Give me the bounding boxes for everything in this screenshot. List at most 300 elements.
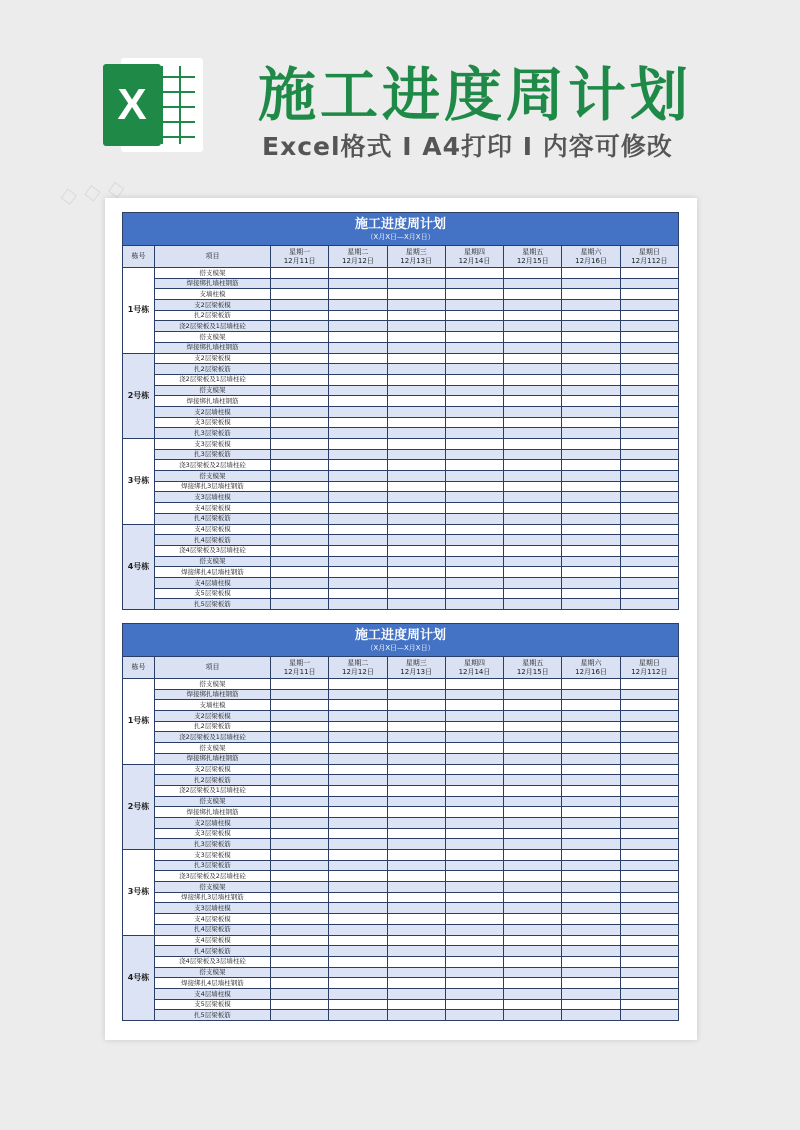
schedule-cell[interactable] [504,481,562,492]
item-cell[interactable]: 扎4层梁板筋 [155,513,271,524]
schedule-cell[interactable] [445,567,503,578]
item-cell[interactable]: 焊接绑扎3层墙柱钢筋 [155,481,271,492]
schedule-cell[interactable] [445,967,503,978]
schedule-cell[interactable] [562,753,620,764]
schedule-cell[interactable] [329,946,387,957]
schedule-cell[interactable] [271,871,329,882]
schedule-cell[interactable] [387,689,445,700]
schedule-cell[interactable] [620,374,678,385]
schedule-cell[interactable] [329,721,387,732]
schedule-cell[interactable] [562,999,620,1010]
schedule-cell[interactable] [329,599,387,610]
schedule-cell[interactable] [387,892,445,903]
schedule-cell[interactable] [504,535,562,546]
schedule-cell[interactable] [329,535,387,546]
schedule-cell[interactable] [387,588,445,599]
schedule-cell[interactable] [562,289,620,300]
item-cell[interactable]: 支3层梁板模 [155,439,271,450]
schedule-cell[interactable] [329,764,387,775]
schedule-cell[interactable] [445,599,503,610]
schedule-cell[interactable] [504,711,562,722]
schedule-cell[interactable] [445,1010,503,1021]
schedule-cell[interactable] [504,513,562,524]
schedule-cell[interactable] [271,396,329,407]
schedule-cell[interactable] [271,310,329,321]
schedule-cell[interactable] [504,807,562,818]
schedule-cell[interactable] [445,700,503,711]
schedule-cell[interactable] [620,342,678,353]
schedule-cell[interactable] [445,353,503,364]
schedule-cell[interactable] [620,492,678,503]
schedule-cell[interactable] [445,321,503,332]
schedule-cell[interactable] [271,999,329,1010]
schedule-cell[interactable] [504,946,562,957]
schedule-cell[interactable] [562,268,620,279]
schedule-cell[interactable] [387,828,445,839]
schedule-cell[interactable] [620,599,678,610]
schedule-cell[interactable] [387,903,445,914]
schedule-cell[interactable] [329,364,387,375]
schedule-cell[interactable] [445,492,503,503]
schedule-cell[interactable] [504,342,562,353]
schedule-cell[interactable] [445,721,503,732]
schedule-cell[interactable] [620,396,678,407]
schedule-cell[interactable] [504,828,562,839]
schedule-cell[interactable] [445,439,503,450]
schedule-cell[interactable] [562,924,620,935]
schedule-cell[interactable] [329,481,387,492]
item-cell[interactable]: 支4层梁板模 [155,524,271,535]
schedule-cell[interactable] [445,588,503,599]
item-cell[interactable]: 浇2层梁板及1层墙柱砼 [155,785,271,796]
schedule-cell[interactable] [562,567,620,578]
schedule-cell[interactable] [504,417,562,428]
schedule-cell[interactable] [445,978,503,989]
schedule-cell[interactable] [504,956,562,967]
schedule-cell[interactable] [620,732,678,743]
schedule-cell[interactable] [329,785,387,796]
schedule-cell[interactable] [504,321,562,332]
schedule-cell[interactable] [271,817,329,828]
schedule-cell[interactable] [504,999,562,1010]
schedule-cell[interactable] [504,743,562,754]
schedule-cell[interactable] [271,700,329,711]
schedule-cell[interactable] [620,828,678,839]
schedule-cell[interactable] [445,743,503,754]
schedule-cell[interactable] [562,439,620,450]
schedule-cell[interactable] [329,289,387,300]
schedule-cell[interactable] [387,914,445,925]
schedule-cell[interactable] [445,278,503,289]
schedule-cell[interactable] [387,353,445,364]
schedule-cell[interactable] [445,850,503,861]
schedule-cell[interactable] [504,353,562,364]
schedule-cell[interactable] [271,342,329,353]
item-cell[interactable]: 支3层梁板模 [155,417,271,428]
schedule-cell[interactable] [329,471,387,482]
schedule-cell[interactable] [271,882,329,893]
schedule-cell[interactable] [620,289,678,300]
schedule-cell[interactable] [271,753,329,764]
schedule-cell[interactable] [329,439,387,450]
schedule-cell[interactable] [387,535,445,546]
schedule-cell[interactable] [445,342,503,353]
schedule-cell[interactable] [271,743,329,754]
schedule-cell[interactable] [387,556,445,567]
schedule-cell[interactable] [387,935,445,946]
schedule-cell[interactable] [329,988,387,999]
schedule-cell[interactable] [387,417,445,428]
schedule-cell[interactable] [329,753,387,764]
schedule-cell[interactable] [329,342,387,353]
schedule-cell[interactable] [562,535,620,546]
schedule-cell[interactable] [329,428,387,439]
schedule-cell[interactable] [387,721,445,732]
schedule-cell[interactable] [271,449,329,460]
schedule-cell[interactable] [562,956,620,967]
schedule-cell[interactable] [562,850,620,861]
schedule-cell[interactable] [445,679,503,690]
item-cell[interactable]: 扎2层梁板筋 [155,775,271,786]
schedule-cell[interactable] [562,946,620,957]
schedule-cell[interactable] [387,342,445,353]
schedule-cell[interactable] [562,353,620,364]
schedule-cell[interactable] [620,300,678,311]
schedule-cell[interactable] [504,332,562,343]
schedule-cell[interactable] [504,406,562,417]
item-cell[interactable]: 浇2层梁板及1层墙柱砼 [155,374,271,385]
schedule-cell[interactable] [387,385,445,396]
schedule-cell[interactable] [271,439,329,450]
schedule-cell[interactable] [620,481,678,492]
schedule-cell[interactable] [562,978,620,989]
schedule-cell[interactable] [504,850,562,861]
schedule-cell[interactable] [562,556,620,567]
schedule-cell[interactable] [271,481,329,492]
schedule-cell[interactable] [271,524,329,535]
schedule-cell[interactable] [329,503,387,514]
schedule-cell[interactable] [387,924,445,935]
item-cell[interactable]: 支2层墙柱模 [155,817,271,828]
schedule-cell[interactable] [271,679,329,690]
schedule-cell[interactable] [445,428,503,439]
schedule-cell[interactable] [504,460,562,471]
schedule-cell[interactable] [329,743,387,754]
schedule-cell[interactable] [271,967,329,978]
schedule-cell[interactable] [271,364,329,375]
schedule-cell[interactable] [504,567,562,578]
schedule-cell[interactable] [329,513,387,524]
building-cell[interactable]: 1号栋 [123,268,155,354]
item-cell[interactable]: 焊接绑扎墙柱钢筋 [155,396,271,407]
schedule-cell[interactable] [504,689,562,700]
schedule-cell[interactable] [562,1010,620,1021]
schedule-cell[interactable] [562,732,620,743]
schedule-cell[interactable] [562,396,620,407]
schedule-cell[interactable] [329,406,387,417]
schedule-cell[interactable] [504,978,562,989]
schedule-cell[interactable] [562,577,620,588]
item-cell[interactable]: 搭支模架 [155,679,271,690]
schedule-cell[interactable] [271,545,329,556]
schedule-cell[interactable] [329,828,387,839]
schedule-cell[interactable] [329,967,387,978]
schedule-cell[interactable] [620,545,678,556]
schedule-cell[interactable] [445,860,503,871]
schedule-cell[interactable] [562,721,620,732]
schedule-cell[interactable] [445,711,503,722]
schedule-cell[interactable] [387,321,445,332]
schedule-cell[interactable] [445,903,503,914]
schedule-cell[interactable] [562,679,620,690]
item-cell[interactable]: 支5层梁板模 [155,588,271,599]
schedule-cell[interactable] [271,1010,329,1021]
schedule-cell[interactable] [387,503,445,514]
schedule-cell[interactable] [620,956,678,967]
schedule-cell[interactable] [620,588,678,599]
schedule-cell[interactable] [620,988,678,999]
schedule-cell[interactable] [445,924,503,935]
schedule-cell[interactable] [620,999,678,1010]
schedule-cell[interactable] [504,268,562,279]
schedule-cell[interactable] [271,417,329,428]
schedule-cell[interactable] [387,785,445,796]
schedule-cell[interactable] [445,364,503,375]
schedule-cell[interactable] [620,860,678,871]
schedule-cell[interactable] [620,775,678,786]
item-cell[interactable]: 焊接绑扎3层墙柱钢筋 [155,892,271,903]
schedule-cell[interactable] [562,492,620,503]
schedule-cell[interactable] [562,471,620,482]
schedule-cell[interactable] [271,924,329,935]
schedule-cell[interactable] [271,807,329,818]
item-cell[interactable]: 支4层梁板模 [155,914,271,925]
schedule-cell[interactable] [329,796,387,807]
schedule-cell[interactable] [445,988,503,999]
schedule-cell[interactable] [562,300,620,311]
schedule-cell[interactable] [445,535,503,546]
schedule-cell[interactable] [562,988,620,999]
schedule-cell[interactable] [387,978,445,989]
schedule-cell[interactable] [387,796,445,807]
schedule-cell[interactable] [271,689,329,700]
schedule-cell[interactable] [620,439,678,450]
schedule-cell[interactable] [329,679,387,690]
item-cell[interactable]: 搭支模架 [155,268,271,279]
schedule-cell[interactable] [329,817,387,828]
schedule-cell[interactable] [329,374,387,385]
schedule-cell[interactable] [445,796,503,807]
schedule-cell[interactable] [562,481,620,492]
schedule-cell[interactable] [387,567,445,578]
schedule-cell[interactable] [387,700,445,711]
schedule-cell[interactable] [329,924,387,935]
schedule-cell[interactable] [387,524,445,535]
schedule-cell[interactable] [562,428,620,439]
schedule-cell[interactable] [329,700,387,711]
schedule-cell[interactable] [445,503,503,514]
schedule-cell[interactable] [620,406,678,417]
schedule-cell[interactable] [504,785,562,796]
schedule-cell[interactable] [620,935,678,946]
item-cell[interactable]: 扎5层梁板筋 [155,599,271,610]
schedule-cell[interactable] [504,935,562,946]
schedule-cell[interactable] [329,850,387,861]
schedule-cell[interactable] [387,439,445,450]
schedule-cell[interactable] [445,935,503,946]
schedule-cell[interactable] [445,449,503,460]
schedule-cell[interactable] [504,924,562,935]
schedule-cell[interactable] [445,374,503,385]
item-cell[interactable]: 支墙柱模 [155,700,271,711]
schedule-cell[interactable] [445,460,503,471]
item-cell[interactable]: 焊接绑扎墙柱钢筋 [155,278,271,289]
schedule-cell[interactable] [620,689,678,700]
item-cell[interactable]: 支3层梁板模 [155,828,271,839]
schedule-cell[interactable] [562,785,620,796]
schedule-cell[interactable] [329,732,387,743]
schedule-cell[interactable] [329,839,387,850]
item-cell[interactable]: 支2层梁板模 [155,711,271,722]
schedule-cell[interactable] [329,460,387,471]
schedule-cell[interactable] [562,914,620,925]
schedule-cell[interactable] [271,599,329,610]
schedule-cell[interactable] [271,503,329,514]
schedule-cell[interactable] [562,406,620,417]
schedule-cell[interactable] [504,503,562,514]
schedule-cell[interactable] [562,310,620,321]
schedule-cell[interactable] [329,385,387,396]
schedule-cell[interactable] [271,567,329,578]
schedule-cell[interactable] [504,860,562,871]
schedule-cell[interactable] [387,967,445,978]
schedule-cell[interactable] [271,278,329,289]
schedule-cell[interactable] [271,353,329,364]
schedule-cell[interactable] [271,711,329,722]
schedule-cell[interactable] [562,588,620,599]
item-cell[interactable]: 支2层梁板模 [155,353,271,364]
schedule-cell[interactable] [620,567,678,578]
schedule-cell[interactable] [620,321,678,332]
schedule-cell[interactable] [271,460,329,471]
schedule-cell[interactable] [445,785,503,796]
schedule-cell[interactable] [271,492,329,503]
item-cell[interactable]: 焊接绑扎4层墙柱钢筋 [155,567,271,578]
schedule-cell[interactable] [387,817,445,828]
schedule-cell[interactable] [504,449,562,460]
schedule-cell[interactable] [387,364,445,375]
schedule-cell[interactable] [620,850,678,861]
schedule-cell[interactable] [445,817,503,828]
schedule-cell[interactable] [445,471,503,482]
schedule-cell[interactable] [620,721,678,732]
schedule-cell[interactable] [445,481,503,492]
schedule-cell[interactable] [387,956,445,967]
item-cell[interactable]: 搭支模架 [155,796,271,807]
schedule-cell[interactable] [504,839,562,850]
item-cell[interactable]: 支2层梁板模 [155,764,271,775]
schedule-cell[interactable] [329,775,387,786]
schedule-cell[interactable] [329,871,387,882]
schedule-cell[interactable] [620,535,678,546]
item-cell[interactable]: 扎3层梁板筋 [155,449,271,460]
schedule-cell[interactable] [271,535,329,546]
schedule-cell[interactable] [329,567,387,578]
schedule-cell[interactable] [504,764,562,775]
schedule-cell[interactable] [620,460,678,471]
schedule-cell[interactable] [387,545,445,556]
schedule-cell[interactable] [329,524,387,535]
schedule-cell[interactable] [271,471,329,482]
schedule-cell[interactable] [445,577,503,588]
item-cell[interactable]: 浇2层梁板及1层墙柱砼 [155,732,271,743]
schedule-cell[interactable] [562,332,620,343]
building-cell[interactable]: 1号栋 [123,679,155,765]
schedule-cell[interactable] [329,1010,387,1021]
item-cell[interactable]: 焊接绑扎墙柱钢筋 [155,807,271,818]
schedule-cell[interactable] [504,1010,562,1021]
schedule-cell[interactable] [271,289,329,300]
item-cell[interactable]: 搭支模架 [155,967,271,978]
schedule-cell[interactable] [271,946,329,957]
schedule-cell[interactable] [562,385,620,396]
schedule-cell[interactable] [271,796,329,807]
schedule-cell[interactable] [271,732,329,743]
schedule-cell[interactable] [445,556,503,567]
schedule-cell[interactable] [504,882,562,893]
schedule-cell[interactable] [620,268,678,279]
schedule-cell[interactable] [620,946,678,957]
schedule-cell[interactable] [504,374,562,385]
schedule-cell[interactable] [387,871,445,882]
schedule-cell[interactable] [387,850,445,861]
schedule-cell[interactable] [329,711,387,722]
schedule-cell[interactable] [445,524,503,535]
item-cell[interactable]: 支4层墙柱模 [155,988,271,999]
schedule-cell[interactable] [445,545,503,556]
schedule-cell[interactable] [387,577,445,588]
schedule-cell[interactable] [329,956,387,967]
schedule-cell[interactable] [329,545,387,556]
schedule-cell[interactable] [562,321,620,332]
schedule-cell[interactable] [504,588,562,599]
building-cell[interactable]: 2号栋 [123,764,155,850]
schedule-cell[interactable] [504,903,562,914]
building-cell[interactable]: 4号栋 [123,524,155,610]
schedule-cell[interactable] [445,689,503,700]
schedule-cell[interactable] [620,882,678,893]
schedule-cell[interactable] [387,481,445,492]
schedule-cell[interactable] [445,775,503,786]
schedule-cell[interactable] [329,914,387,925]
schedule-cell[interactable] [445,406,503,417]
schedule-cell[interactable] [504,278,562,289]
schedule-cell[interactable] [620,764,678,775]
schedule-cell[interactable] [329,492,387,503]
schedule-cell[interactable] [562,342,620,353]
schedule-cell[interactable] [445,764,503,775]
schedule-cell[interactable] [620,1010,678,1021]
schedule-cell[interactable] [562,711,620,722]
schedule-cell[interactable] [387,289,445,300]
schedule-cell[interactable] [445,385,503,396]
schedule-cell[interactable] [504,599,562,610]
schedule-cell[interactable] [445,753,503,764]
schedule-cell[interactable] [271,385,329,396]
item-cell[interactable]: 浇3层梁板及2层墙柱砼 [155,460,271,471]
item-cell[interactable]: 浇4层梁板及3层墙柱砼 [155,545,271,556]
schedule-cell[interactable] [329,417,387,428]
